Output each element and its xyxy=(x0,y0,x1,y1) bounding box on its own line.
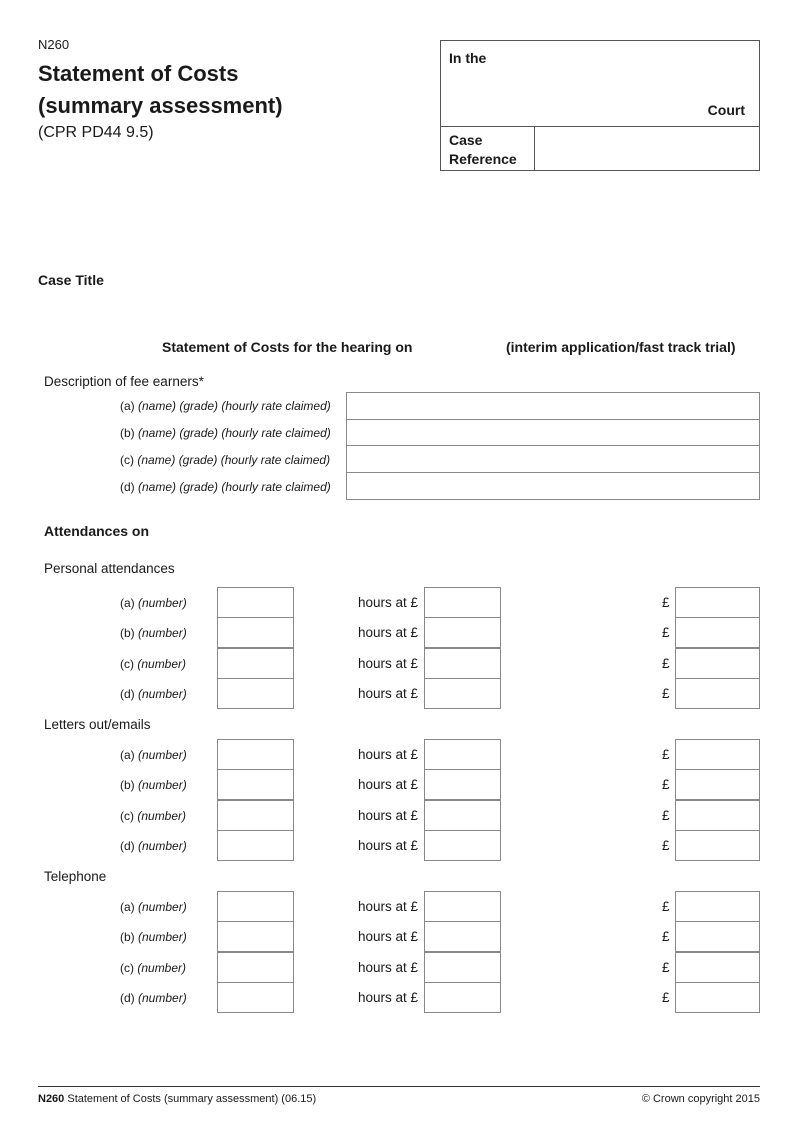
footer-copyright: © Crown copyright 2015 xyxy=(641,1093,760,1105)
fee-earner-field-b[interactable] xyxy=(347,420,759,447)
letters-total-field[interactable] xyxy=(675,739,760,770)
attendance-row-label xyxy=(120,809,186,823)
hours-at-label: hours at £ xyxy=(358,686,419,701)
letters-rate-field[interactable] xyxy=(424,769,501,800)
attendance-row-label xyxy=(120,991,187,1005)
telephone-total-field[interactable] xyxy=(675,982,760,1013)
pound-sign-label: £ xyxy=(662,899,670,914)
telephone-number-field[interactable] xyxy=(217,891,294,922)
row-description: (name) (grade) (hourly rate claimed) xyxy=(137,453,331,467)
footer-form-name xyxy=(38,1093,316,1105)
telephone-total-field[interactable] xyxy=(675,891,760,922)
case-reference-label xyxy=(449,131,517,169)
telephone-rate-field[interactable] xyxy=(424,891,501,922)
footer-divider xyxy=(38,1086,760,1087)
row-letter: (c) xyxy=(120,453,134,467)
attendance-row-label xyxy=(120,748,187,762)
row-letter: (a) xyxy=(120,900,135,914)
row-description: (number) xyxy=(137,657,187,671)
pound-sign-label: £ xyxy=(662,838,670,853)
personal-rate-field[interactable] xyxy=(424,678,501,709)
court-label: Court xyxy=(707,102,745,118)
row-description: (number) xyxy=(137,961,187,975)
row-description: (number) xyxy=(138,687,187,701)
fee-earner-field-c[interactable] xyxy=(347,446,759,473)
row-description: (number) xyxy=(138,748,187,762)
fee-earner-label xyxy=(120,399,331,413)
row-letter: (a) xyxy=(120,399,135,413)
personal-number-field[interactable] xyxy=(217,648,294,679)
hours-at-label: hours at £ xyxy=(358,595,419,610)
letters-number-field[interactable] xyxy=(217,769,294,800)
personal-rate-field[interactable] xyxy=(424,587,501,618)
hours-at-label: hours at £ xyxy=(358,899,419,914)
title-line-2: (summary assessment) xyxy=(38,93,283,118)
footer-code: N260 xyxy=(38,1093,65,1105)
attendance-row-label xyxy=(120,657,186,671)
row-letter: (c) xyxy=(120,961,134,975)
row-letter: (c) xyxy=(120,809,134,823)
case-title-label: Case Title xyxy=(38,272,104,288)
letters-total-field[interactable] xyxy=(675,800,760,831)
telephone-rate-field[interactable] xyxy=(424,921,501,952)
letters-rate-field[interactable] xyxy=(424,739,501,770)
attendance-row-label xyxy=(120,839,187,853)
fee-earner-field-d[interactable] xyxy=(347,473,759,500)
pound-sign-label: £ xyxy=(662,747,670,762)
attendance-row-label xyxy=(120,900,187,914)
attendance-row-label xyxy=(120,778,187,792)
hours-at-label: hours at £ xyxy=(358,625,419,640)
telephone-total-field[interactable] xyxy=(675,952,760,983)
case-reference-label-line-2: Reference xyxy=(449,151,517,167)
form-code: N260 xyxy=(38,37,70,52)
fee-earner-label xyxy=(120,453,330,467)
attendance-row-label xyxy=(120,687,187,701)
hours-at-label: hours at £ xyxy=(358,747,419,762)
personal-total-field[interactable] xyxy=(675,617,760,648)
fee-earner-field-a[interactable] xyxy=(347,393,759,420)
page-subtitle: (CPR PD44 9.5) xyxy=(38,124,154,141)
row-letter: (d) xyxy=(120,687,135,701)
hearing-type-label: (interim application/fast track trial) xyxy=(506,339,736,355)
personal-total-field[interactable] xyxy=(675,648,760,679)
page-title xyxy=(38,58,283,122)
telephone-number-field[interactable] xyxy=(217,952,294,983)
hearing-label: Statement of Costs for the hearing on xyxy=(162,339,413,355)
row-letter: (b) xyxy=(120,426,135,440)
personal-number-field[interactable] xyxy=(217,678,294,709)
footer-text: Statement of Costs (summary assessment) (06.15) xyxy=(67,1093,317,1105)
personal-number-field[interactable] xyxy=(217,587,294,618)
hours-at-label: hours at £ xyxy=(358,777,419,792)
letters-total-field[interactable] xyxy=(675,830,760,861)
in-the-label: In the xyxy=(449,50,487,66)
section-heading-personal: Personal attendances xyxy=(44,561,175,576)
attendances-heading: Attendances on xyxy=(44,523,150,539)
hours-at-label: hours at £ xyxy=(358,929,419,944)
row-description: (number) xyxy=(138,778,187,792)
telephone-number-field[interactable] xyxy=(217,921,294,952)
row-description: (number) xyxy=(138,900,187,914)
telephone-rate-field[interactable] xyxy=(424,952,501,983)
attendance-row-label xyxy=(120,961,186,975)
row-letter: (d) xyxy=(120,839,135,853)
hours-at-label: hours at £ xyxy=(358,990,419,1005)
pound-sign-label: £ xyxy=(662,625,670,640)
row-letter: (b) xyxy=(120,778,135,792)
row-description: (number) xyxy=(138,991,187,1005)
row-letter: (b) xyxy=(120,930,135,944)
pound-sign-label: £ xyxy=(662,990,670,1005)
row-description: (number) xyxy=(138,930,187,944)
pound-sign-label: £ xyxy=(662,777,670,792)
letters-total-field[interactable] xyxy=(675,769,760,800)
letters-number-field[interactable] xyxy=(217,739,294,770)
case-reference-field[interactable] xyxy=(534,126,759,170)
row-description: (name) (grade) (hourly rate claimed) xyxy=(138,399,331,413)
fee-earner-label xyxy=(120,480,331,494)
title-line-1: Statement of Costs xyxy=(38,61,239,86)
letters-number-field[interactable] xyxy=(217,800,294,831)
row-letter: (a) xyxy=(120,748,135,762)
personal-total-field[interactable] xyxy=(675,587,760,618)
section-heading-telephone: Telephone xyxy=(44,869,107,884)
telephone-number-field[interactable] xyxy=(217,982,294,1013)
row-description: (name) (grade) (hourly rate claimed) xyxy=(138,426,331,440)
pound-sign-label: £ xyxy=(662,960,670,975)
case-reference-label-line-1: Case xyxy=(449,132,483,148)
fee-earner-label xyxy=(120,426,331,440)
letters-number-field[interactable] xyxy=(217,830,294,861)
hours-at-label: hours at £ xyxy=(358,960,419,975)
telephone-total-field[interactable] xyxy=(675,921,760,952)
personal-number-field[interactable] xyxy=(217,617,294,648)
pound-sign-label: £ xyxy=(662,929,670,944)
row-letter: (a) xyxy=(120,596,135,610)
row-description: (number) xyxy=(138,596,187,610)
pound-sign-label: £ xyxy=(662,808,670,823)
court-name-field[interactable] xyxy=(441,41,759,127)
row-letter: (c) xyxy=(120,657,134,671)
hours-at-label: hours at £ xyxy=(358,838,419,853)
attendance-row-label xyxy=(120,930,187,944)
personal-rate-field[interactable] xyxy=(424,617,501,648)
row-description: (name) (grade) (hourly rate claimed) xyxy=(138,480,331,494)
pound-sign-label: £ xyxy=(662,595,670,610)
fee-earners-heading: Description of fee earners* xyxy=(44,374,204,389)
court-box xyxy=(440,40,760,171)
row-letter: (b) xyxy=(120,626,135,640)
section-heading-letters: Letters out/emails xyxy=(44,717,151,732)
hours-at-label: hours at £ xyxy=(358,808,419,823)
attendance-row-label xyxy=(120,626,187,640)
pound-sign-label: £ xyxy=(662,656,670,671)
personal-rate-field[interactable] xyxy=(424,648,501,679)
personal-total-field[interactable] xyxy=(675,678,760,709)
letters-rate-field[interactable] xyxy=(424,830,501,861)
row-letter: (d) xyxy=(120,480,135,494)
row-description: (number) xyxy=(138,839,187,853)
letters-rate-field[interactable] xyxy=(424,800,501,831)
row-letter: (d) xyxy=(120,991,135,1005)
telephone-rate-field[interactable] xyxy=(424,982,501,1013)
hours-at-label: hours at £ xyxy=(358,656,419,671)
pound-sign-label: £ xyxy=(662,686,670,701)
fee-earners-table xyxy=(346,392,760,500)
row-description: (number) xyxy=(137,809,187,823)
attendance-row-label xyxy=(120,596,187,610)
row-description: (number) xyxy=(138,626,187,640)
